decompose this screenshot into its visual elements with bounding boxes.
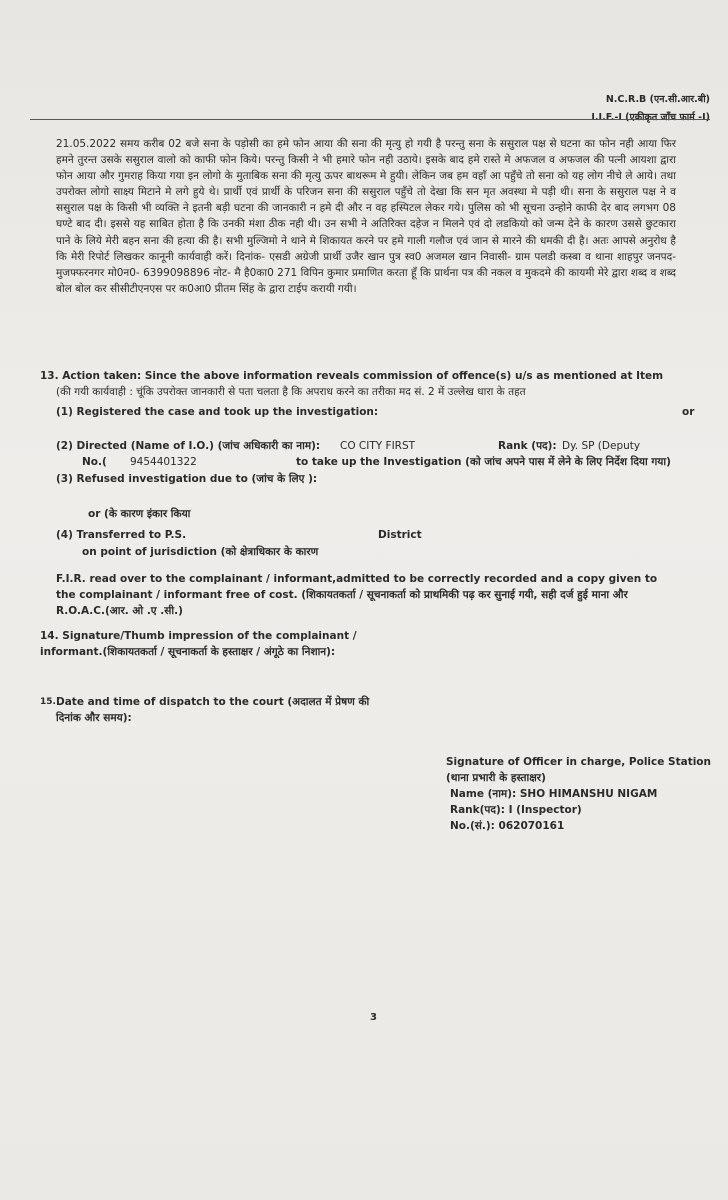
- item-1-registered: (1) Registered the case and took up the investigation:: [56, 406, 379, 418]
- action-taken-heading-hindi: (की गयी कार्यवाही : चूंकि उपरोक्त जानकारी से पता चलता है कि अपराध करने का तरीका मद सं. 2 में उल्लेख धारा के तहत: [56, 386, 526, 398]
- item-2-directed-label: (2) Directed (Name of I.O.) (जांच अधिकारी का नाम):: [56, 440, 321, 452]
- rank-label: Rank (पद):: [498, 440, 557, 452]
- item-4-transferred: (4) Transferred to P.S.: [56, 529, 187, 541]
- rank-value: Dy. SP (Deputy: [562, 440, 641, 452]
- header-line-1: N.C.R.B (एन.सी.आर.बी): [605, 94, 710, 105]
- item-3-or: or (के कारण इंकार किया: [88, 508, 191, 520]
- officer-name: Name (नाम): SHO HIMANSHU NIGAM: [450, 788, 658, 800]
- officer-rank: Rank(पद): I (Inspector): [450, 804, 582, 816]
- item-14-signature: 14. Signature/Thumb impression of the complainant / informant.(शिकायतकर्ता / सूचनाकर्ता के हस्ताक्षर / अंगूठे का निशान):: [40, 630, 357, 658]
- header-divider: [30, 119, 710, 120]
- take-up-text: to take up the Investigation (को जांच अपने पास में लेने के लिए निर्देश दिया गया): [296, 456, 671, 468]
- officer-signature-hindi: (थाना प्रभारी के हस्ताक्षर): [446, 772, 546, 784]
- jurisdiction-text: on point of jurisdiction (को क्षेत्राधिकार के कारण: [82, 546, 319, 558]
- header-line-2: I.I.F.-I (एकीकृत जाँच फार्म -I): [591, 112, 710, 123]
- item-3-refused: (3) Refused investigation due to (जांच के लिए ):: [56, 473, 318, 485]
- complaint-text: 21.05.2022 समय करीब 02 बजे सना के पड़ोसी का हमे फोन आया की सना की मृत्यु हो गयी है परन्तु सना के ससुराल पक्ष से घटना का फोन नही आया फिर हमने तुरन्त उसके ससुराल वालो को काफी फोन किये। परन्तु किसी ने भी हमारे फोन नही उठाये। इसके बाद हमे रास्ते मे अफजल व अफजल की पत्नी आयशा द्वारा फोन आया और गुमराह किया गया इन लोगो के मुताबिक सना की मृत्यु ऊपर बाथरूम मे हुयी। लेकिन जब हम वहाँ आ पहुँचे तो सना को यह लोग नीचे ले आये। तथा उपरोक्त लोगो साक्ष्य मिटाने मे लगे हुये थे। प्रार्थी एवं प्रार्थी के परिजन सना की ससुराल पहुँचे तो देखा कि सन मृत अवस्था मे पड़ी थी। सना के ससुराल पक्ष ने व ससुराल पक्ष के किसी भी व्यक्ति ने इतनी बड़ी घटना की जानकारी न हमे दी और न वह हस्पिटल लेकर गये। पुलिस को भी सूचना उन्होने काफी देर बाद लगभग 08 घण्टे बाद दी। इससे यह साबित होता है कि उनकी मंशा ठीक नही थी। उन सभी ने अतिरिक्त दहेज न मिलने एवं दो लडकियो को जन्म देने के कारण उससे छुटकारा पाने के लिये मेरी बहन सना की हत्या की है। सभी मुल्जिमो ने थाने मे शिकायत करने पर हमे गाली गलौज एवं जान से मारने की धमकी दी है। अतः आपसे अनुरोध है कि मेरी रिपोर्ट लिखकर कानूनी कार्यवाही करें। दिनांक- एसडी अग्रेजी प्रार्थी उजैर खान पुत्र स्व0 अजमल खान निवासी- ग्राम पलडी कस्बा व थाना शाहपुर जनपद- मुजफ्फरनगर मो0न0- 6399098896 नोट- मै है0का0 271 विपिन कुमार प्रमाणित करता हूँ कि प्रार्थना पत्र की नकल व मुकदमे की कायमी मेरे द्वारा शब्द व शब्द बोल बोल कर सीसीटीएनएस पर क0आ0 प्रीतम सिंह के द्वारा टाईप करायी गयी।: [56, 138, 676, 295]
- no-value: 9454401322: [130, 456, 197, 468]
- ncrb-header: [591, 92, 710, 125]
- officer-signature-label: Signature of Officer in charge, Police Station: [446, 756, 711, 768]
- io-name: CO CITY FIRST: [340, 440, 416, 452]
- district-label: District: [378, 529, 422, 541]
- item-1-or: or: [682, 406, 695, 418]
- page-number: 3: [370, 1012, 377, 1023]
- action-taken-heading: 13. Action taken: Since the above information reveals commission of offence(s) u/s as mentioned at Item: [40, 370, 664, 382]
- item-15-number: 15.: [40, 697, 56, 707]
- officer-number: No.(सं.): 062070161: [450, 820, 565, 832]
- fir-read-statement: F.I.R. read over to the complainant / informant,admitted to be correctly recorded and a copy given to the complainant / informant free of cost. (शिकायतकर्ता / सूचनाकर्ता को प्राथमिकी पढ़ कर सुनाई गयी, सही दर्ज हुई माना और R.O.A.C.(आर. ओ .ए .सी.): [56, 573, 658, 617]
- item-15-dispatch: Date and time of dispatch to the court (अदालत में प्रेषण की दिनांक और समय):: [56, 696, 370, 724]
- no-label: No.(: [82, 456, 107, 468]
